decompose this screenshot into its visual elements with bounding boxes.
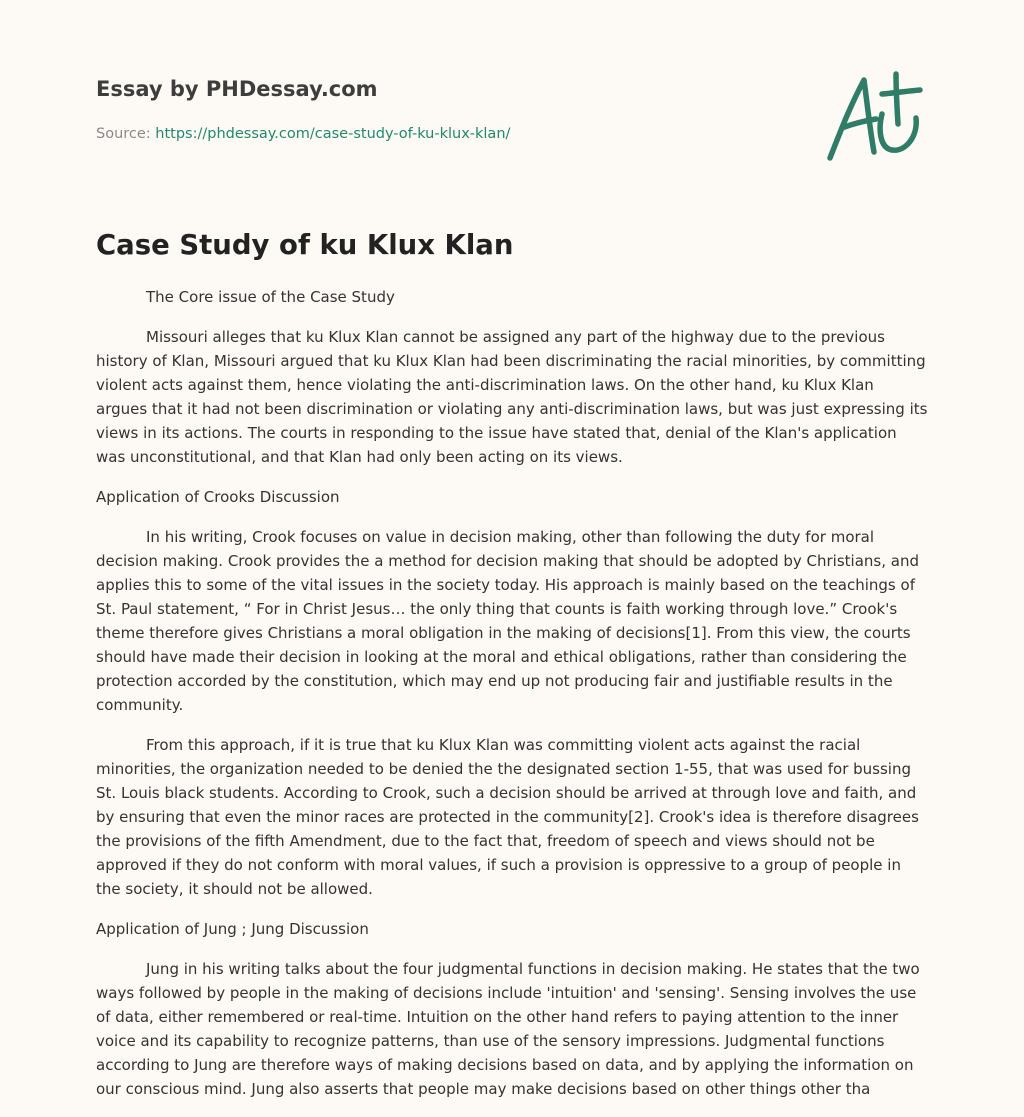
essay-paragraph: In his writing, Crook focuses on value in decision making, other than following the duty for moral decision making. Crook provides the a method for decision making that should be adopted by Christians, and applies this to some of the vital issues in the society today. His approach is mainly based on the teachings of St. Paul statement, “ For in Christ Jesus… the only thing that counts is faith working through love.” Crook's theme therefore gives Christians a moral obligation in the making of decisions[1]. From this view, the courts should have made their decision in looking at the moral and ethical obligations, rather than considering the protection accorded by the constitution, which may end up not producing fair and justifiable results in the community. (96, 528, 919, 714)
source-link[interactable]: https://phdessay.com/case-study-of-ku-klux-klan/ (155, 126, 511, 142)
essay-paragraph: Missouri alleges that ku Klux Klan cannot be assigned any part of the highway due to the previous history of Klan, Missouri argued that ku Klux Klan had been discriminating the racial minorities, by committing violent acts against them, hence violating the anti-discrimination laws. On the other hand, ku Klux Klan argues that it had not been discrimination or violating any anti-discrimination laws, but was just expressing its views in its actions. The courts in responding to the issue have stated that, denial of the Klan's application was unconstitutional, and that Klan had only been acting on its views. (96, 328, 928, 466)
a-plus-grade-icon (820, 66, 930, 166)
essay-header (96, 74, 928, 142)
brand-title: Essay by PHDessay.com (96, 77, 378, 101)
essay-paragraph: Jung in his writing talks about the four judgmental functions in decision making. He states that the two ways followed by people in the making of decisions include 'intuition' and 'sensing'. Sensing involves the use of data, either remembered or real-time. Intuition on the other hand refers to paying attention to the inner voice and its capability to recognize patterns, than use of the sensory impressions. Judgmental functions according to Jung are therefore ways of making decisions based on data, and by applying the information on our conscious mind. Jung also asserts that people may make decisions based on other things other tha (96, 960, 920, 1098)
essay-body (96, 285, 928, 1117)
section-heading: The Core issue of the Case Study (146, 288, 395, 306)
source-label: Source: (96, 126, 156, 142)
essay-paragraph: From this approach, if it is true that ku Klux Klan was committing violent acts against the racial minorities, the organization needed to be denied the the designated section 1-55, that was used for bussing St. Louis black students. According to Crook, such a decision should be arrived at through love and faith, and by ensuring that even the minor races are protected in the community[2]. Crook's idea is therefore disagrees the provisions of the fifth Amendment, due to the fact that, freedom of speech and views should not be approved if they do not conform with moral values, if such a provision is oppressive to a group of people in the society, it should not be allowed. (96, 736, 919, 898)
essay-title: Case Study of ku Klux Klan (96, 229, 514, 261)
section-heading: Application of Jung ; Jung Discussion (96, 920, 369, 938)
section-heading: Application of Crooks Discussion (96, 488, 340, 506)
source-line (96, 124, 510, 144)
